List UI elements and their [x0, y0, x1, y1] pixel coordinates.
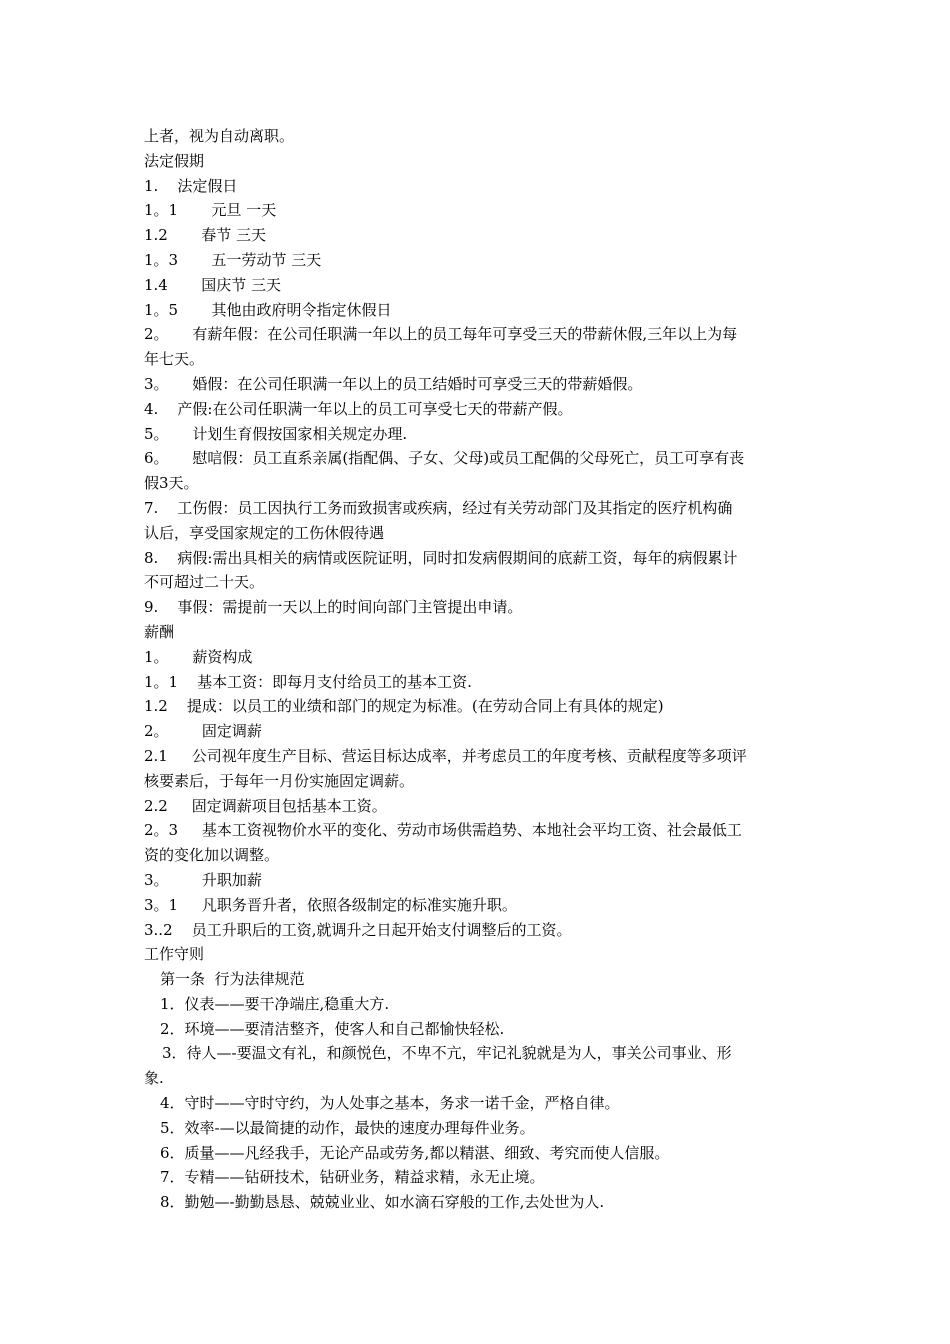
text-line: 上者，视为自动离职。 — [144, 127, 295, 145]
section-heading-salary: 薪酬 — [144, 622, 175, 641]
text-line: 9. 事假：需提前一天以上的时间向部门主管提出申请。 — [144, 598, 523, 617]
text-line: 3。 婚假：在公司任职满一年以上的员工结婚时可享受三天的带薪婚假。 — [144, 374, 643, 393]
text-line: 1.2 春节 三天 — [144, 226, 266, 245]
text-line: 1. 法定假日 — [144, 176, 238, 195]
text-line: 2。 固定调薪 — [144, 722, 262, 741]
text-line: 认后，享受国家规定的工伤休假待遇 — [144, 523, 385, 542]
rule-item-continuation: 象. — [144, 1069, 164, 1088]
section-heading-work-rules: 工作守则 — [144, 945, 205, 964]
text-line: 1.4 国庆节 三天 — [144, 275, 282, 294]
text-line: 3。 升职加薪 — [144, 870, 262, 889]
text-line: 2。 有薪年假：在公司任职满一年以上的员工每年可享受三天的带薪休假,三年以上为每 — [144, 325, 738, 344]
text-line: 6。 慰唁假：员工直系亲属(指配偶、子女、父母)或员工配偶的父母死亡，员工可享有丧 — [144, 449, 745, 468]
text-line: 2.2 固定调薪项目包括基本工资。 — [144, 796, 387, 815]
text-line: 2.1 公司视年度生产目标、营运目标达成率，并考虑员工的年度考核、贡献程度等多项评 — [144, 746, 747, 765]
rule-item: 8．勤勉—-勤勤恳恳、兢兢业业、如水滴石穿般的工作,去处世为人. — [160, 1193, 605, 1212]
text-line: 4. 产假:在公司任职满一年以上的员工可享受七天的带薪产假。 — [144, 399, 573, 418]
text-line: 不可超过二十天。 — [144, 573, 265, 592]
text-line: 8. 病假:需出具相关的病情或医院证明，同时扣发病假期间的底薪工资，每年的病假累计 — [144, 548, 738, 567]
section-heading-statutory-holidays: 法定假期 — [144, 151, 205, 170]
text-line: 2。3 基本工资视物价水平的变化、劳动市场供需趋势、本地社会平均工资、社会最低工 — [144, 821, 742, 840]
article-heading: 第一条 行为法律规范 — [160, 970, 305, 989]
document-page — [144, 124, 814, 1215]
text-line: 假3天。 — [144, 474, 199, 493]
text-line: 核要素后，于每年一月份实施固定调薪。 — [144, 771, 415, 790]
text-line: 3..2 员工升职后的工资,就调升之日起开始支付调整后的工资。 — [144, 920, 572, 939]
text-line: 3。1 凡职务晋升者，依照各级制定的标准实施升职。 — [144, 895, 517, 914]
text-line: 7. 工伤假：员工因执行工务而致损害或疾病，经过有关劳动部门及其指定的医疗机构确 — [144, 498, 733, 517]
text-line: 1。1 元旦 一天 — [144, 201, 277, 220]
text-line: 1。 薪资构成 — [144, 647, 253, 666]
rule-item: 5．效率-—以最简捷的动作，最快的速度办理每件业务。 — [160, 1118, 535, 1137]
rule-item: 7．专精——钻研技术，钻研业务，精益求精，永无止境。 — [160, 1168, 545, 1187]
text-line: 资的变化加以调整。 — [144, 846, 280, 865]
rule-item: 2．环境——要清洁整齐，使客人和自己都愉快轻松. — [160, 1019, 505, 1038]
rule-item: 4．守时——守时守约，为人处事之基本，务求一诺千金，严格自律。 — [160, 1094, 620, 1113]
text-line: 1。5 其他由政府明令指定休假日 — [144, 300, 392, 319]
rule-item: 1．仪表——要干净端庄,稳重大方. — [160, 994, 390, 1013]
text-line: 5。 计划生育假按国家相关规定办理. — [144, 424, 408, 443]
text-line: 1。1 基本工资：即每月支付给员工的基本工资. — [144, 672, 472, 691]
text-line: 1。3 五一劳动节 三天 — [144, 250, 322, 269]
text-line: 1.2 提成：以员工的业绩和部门的规定为标准。(在劳动合同上有具体的规定) — [144, 697, 664, 716]
text-line: 年七天。 — [144, 350, 205, 369]
rule-item: 6．质量——凡经我手，无论产品或劳务,都以精湛、细致、考究而使人信服。 — [160, 1143, 670, 1162]
rule-item: 3．待人—-要温文有礼，和颜悦色，不卑不亢，牢记礼貌就是为人，事关公司事业、形 — [162, 1044, 732, 1063]
